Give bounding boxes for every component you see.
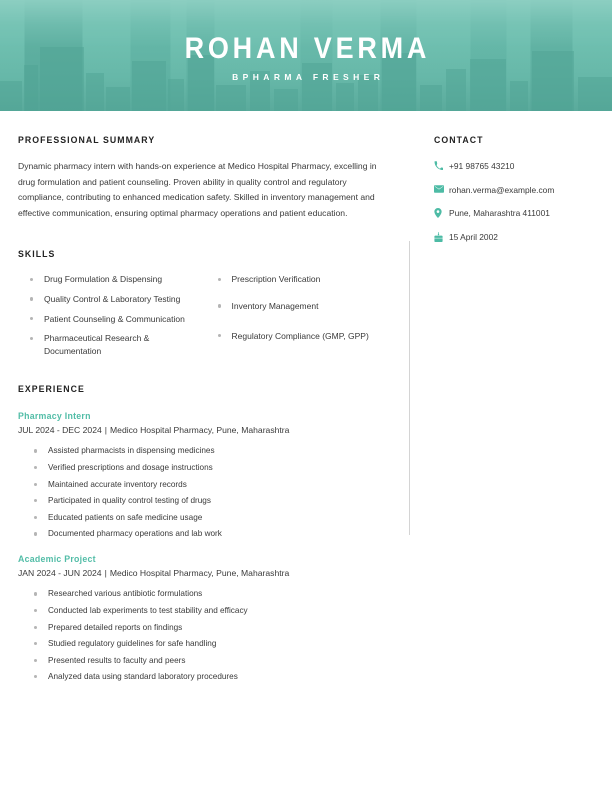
job-bullet — [18, 495, 393, 506]
header-text-group — [0, 0, 612, 111]
job-bullet — [18, 512, 393, 523]
job-company: Medico Hospital Pharmacy, Pune, Maharashtra — [110, 425, 290, 436]
resume-header-banner — [0, 0, 612, 111]
contact-value-location: Pune, Maharashtra 411001 — [449, 208, 550, 218]
job-title: Academic Project — [18, 554, 96, 565]
bullet-dot-icon — [30, 337, 33, 340]
job-bullet-text: Assisted pharmacists in dispensing medicines — [48, 446, 215, 456]
job-bullet — [18, 638, 393, 649]
bullet-dot-icon — [34, 449, 37, 452]
job-bullet-list — [18, 445, 393, 539]
phone-icon — [434, 161, 449, 170]
birthday-cake-icon — [434, 232, 449, 242]
job-bullet — [18, 528, 393, 539]
experience-entry — [18, 553, 393, 682]
job-bullet-text: Presented results to faculty and peers — [48, 655, 186, 665]
job-bullet-text: Researched various antibiotic formulations — [48, 589, 203, 599]
bullet-dot-icon — [34, 592, 37, 595]
job-bullet-text: Verified prescriptions and dosage instructions — [48, 462, 213, 472]
job-bullet-text: Studied regulatory guidelines for safe handling — [48, 639, 217, 649]
bullet-dot-icon — [34, 609, 37, 612]
candidate-subtitle: BPHARMA FRESHER — [232, 72, 385, 82]
job-bullet-text: Participated in quality control testing of drugs — [48, 496, 211, 506]
contact-row-email — [434, 185, 600, 196]
skill-label: Prescription Verification — [231, 274, 321, 285]
job-bullet — [18, 671, 393, 682]
skill-item — [18, 313, 204, 326]
job-bullet-list — [18, 588, 393, 682]
job-meta — [18, 567, 393, 580]
job-title: Pharmacy Intern — [18, 411, 91, 422]
skill-label: Quality Control & Laboratory Testing — [44, 293, 181, 304]
bullet-dot-icon — [34, 659, 37, 662]
skills-column-left — [18, 273, 206, 364]
professional-summary-section — [18, 135, 393, 221]
job-bullet-text: Documented pharmacy operations and lab work — [48, 529, 222, 539]
job-dates: JUL 2024 - DEC 2024 — [18, 425, 102, 436]
right-column — [434, 135, 600, 255]
skills-grid — [18, 273, 393, 364]
job-bullet-text: Analyzed data using standard laboratory procedures — [48, 672, 238, 682]
skill-label: Drug Formulation & Dispensing — [44, 274, 163, 285]
job-bullet — [18, 622, 393, 633]
skill-label: Patient Counseling & Communication — [44, 313, 185, 324]
contact-row-location — [434, 208, 600, 219]
job-bullet — [18, 605, 393, 616]
location-pin-icon — [434, 208, 449, 218]
bullet-dot-icon — [34, 499, 37, 502]
email-icon — [434, 185, 449, 193]
contact-value-email[interactable]: rohan.verma@example.com — [449, 184, 555, 195]
bullet-dot-icon — [218, 278, 221, 281]
section-heading-contact: CONTACT — [434, 135, 484, 146]
skill-item — [206, 330, 392, 343]
bullet-dot-icon — [34, 675, 37, 678]
job-bullet — [18, 655, 393, 666]
summary-text: Dynamic pharmacy intern with hands-on experience at Medico Hospital Pharmacy, excelling in drug formulation and patient counseling. Proven ability in quality control and regulatory compliance, contributing to enhanced medication safety. Skilled in inventory management and effective communication, ensuring optimal pharmacy operations and patient education. — [18, 161, 377, 218]
job-dates: JAN 2024 - JUN 2024 — [18, 568, 102, 579]
skill-item — [206, 300, 392, 313]
candidate-name: ROHAN VERMA — [185, 32, 431, 65]
job-meta-separator: | — [104, 425, 107, 436]
contact-section — [434, 135, 600, 243]
bullet-dot-icon — [218, 334, 221, 337]
section-heading-experience: EXPERIENCE — [18, 384, 85, 396]
contact-row-phone — [434, 161, 600, 172]
bullet-dot-icon — [34, 626, 37, 629]
job-bullet-text: Prepared detailed reports on findings — [48, 622, 183, 632]
contact-row-birthdate — [434, 232, 600, 243]
column-divider — [409, 241, 410, 535]
skill-label: Inventory Management — [231, 300, 319, 311]
contact-list — [434, 161, 600, 243]
bullet-dot-icon — [30, 278, 33, 281]
bullet-dot-icon — [218, 304, 221, 307]
bullet-dot-icon — [34, 483, 37, 486]
job-bullet-text: Educated patients on safe medicine usage — [48, 512, 203, 522]
bullet-dot-icon — [30, 317, 33, 320]
job-bullet — [18, 588, 393, 599]
skill-item — [18, 273, 204, 286]
job-bullet — [18, 479, 393, 490]
job-meta — [18, 424, 393, 437]
job-bullet-text: Maintained accurate inventory records — [48, 479, 187, 489]
skill-label: Pharmaceutical Research & Documentation — [44, 333, 150, 356]
contact-value-phone[interactable]: +91 98765 43210 — [449, 161, 515, 171]
bullet-dot-icon — [34, 516, 37, 519]
section-heading-skills: SKILLS — [18, 249, 56, 261]
job-meta-separator: | — [104, 568, 107, 579]
bullet-dot-icon — [30, 297, 33, 300]
skill-label: Regulatory Compliance (GMP, GPP) — [231, 330, 369, 341]
skill-item — [18, 332, 204, 357]
left-column — [18, 111, 393, 688]
bullet-dot-icon — [34, 642, 37, 645]
contact-value-birthdate: 15 April 2002 — [449, 231, 498, 242]
job-bullet — [18, 462, 393, 473]
skills-section — [18, 249, 393, 364]
job-bullet — [18, 445, 393, 456]
bullet-dot-icon — [34, 532, 37, 535]
bullet-dot-icon — [34, 466, 37, 469]
job-bullet-text: Conducted lab experiments to test stability and efficacy — [48, 605, 248, 615]
experience-section — [18, 384, 393, 682]
skills-column-right — [206, 273, 394, 364]
job-company: Medico Hospital Pharmacy, Pune, Maharashtra — [109, 568, 290, 579]
skill-item — [18, 293, 204, 306]
skill-item — [206, 273, 392, 286]
experience-entry — [18, 410, 393, 539]
section-heading-summary: PROFESSIONAL SUMMARY — [18, 135, 156, 146]
